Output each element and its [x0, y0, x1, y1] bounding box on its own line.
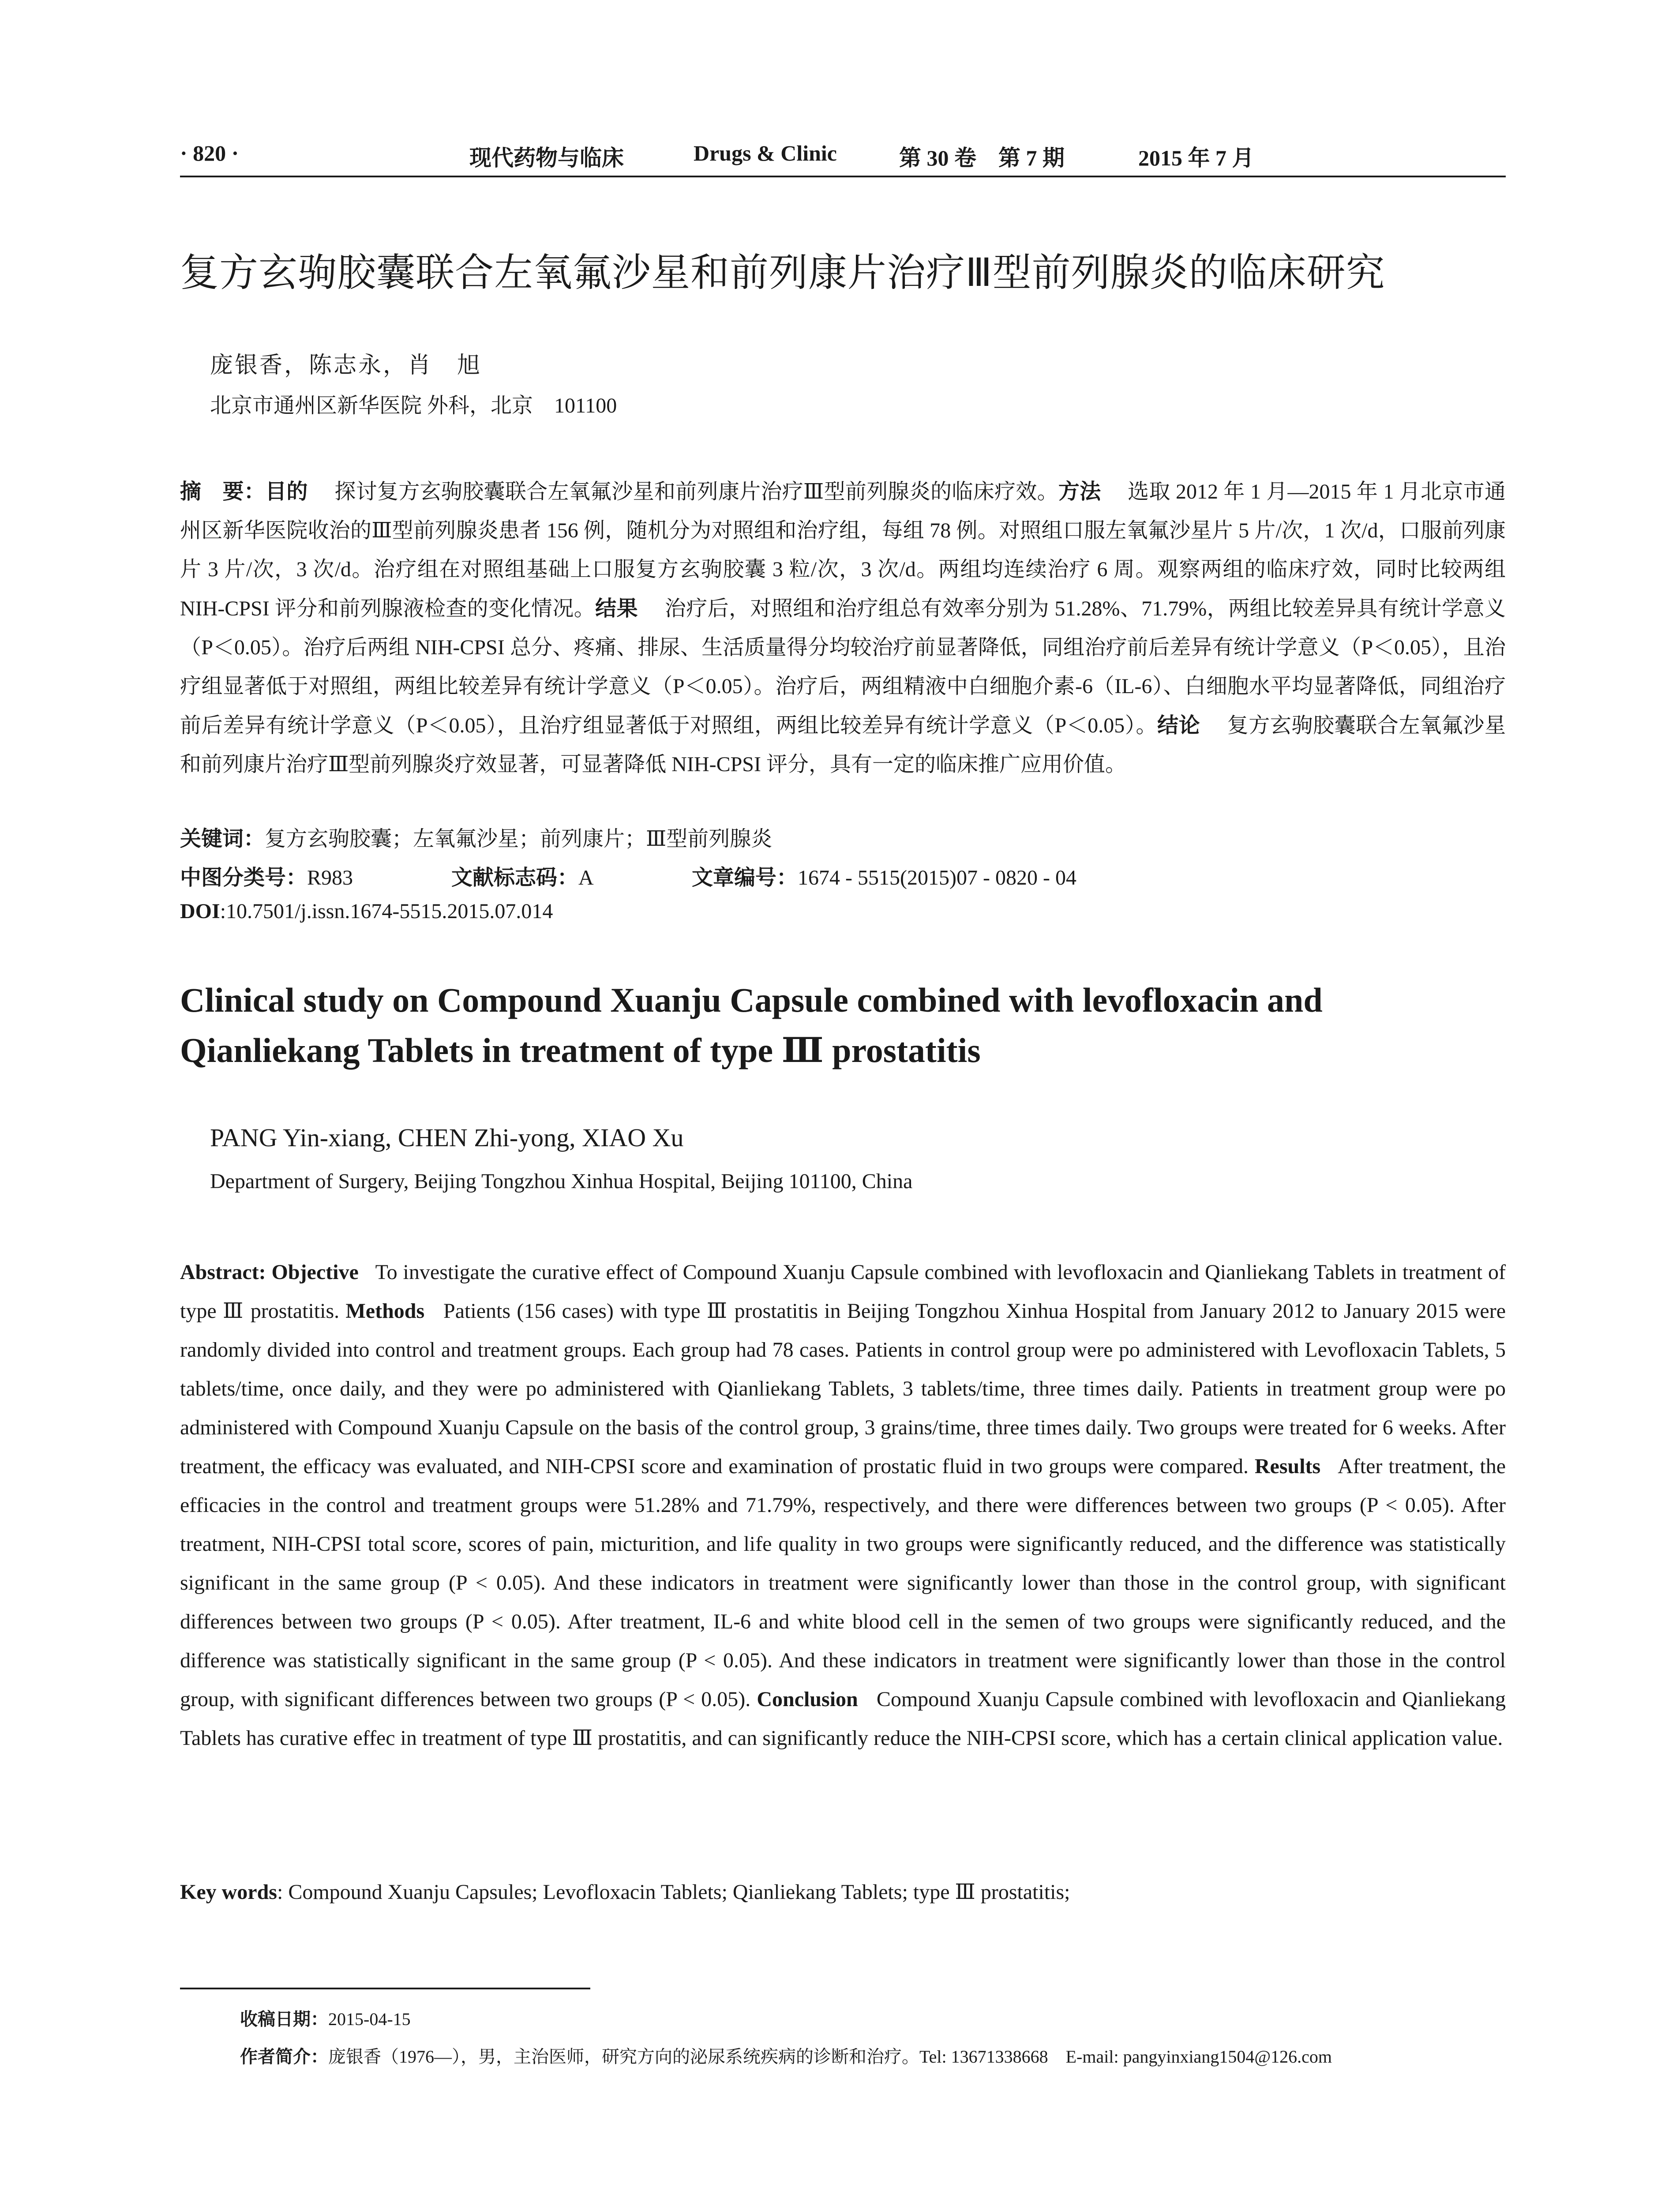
clc-label: 中图分类号：: [180, 865, 308, 890]
objective-en-text: To investigate the curative effect of Compound Xuanju Capsule combined with levofloxacin and Qianliekang Tablets in treatment of type Ⅲ prostatitis.: [180, 1261, 1506, 1323]
abstract-cn: [180, 472, 1506, 784]
article-title-cn: 复方玄驹胶囊联合左氧氟沙星和前列康片治疗Ⅲ型前列腺炎的临床研究: [180, 250, 1385, 295]
abstract-cn-label: 摘 要：: [180, 479, 266, 504]
methods-cn-text: 选取 2012 年 1 月—2015 年 1 月北京市通州区新华医院收治的Ⅲ型前列腺炎患者 156 例，随机分为对照组和治疗组，每组 78 例。对照组口服左氧氟沙星片 5 片/次，1 次/d，口服前列康片 3 片/次，3 次/d。治疗组在对照组基础上口服复方玄驹胶囊 3 粒/次，3 次/d。两组均连续治疗 6 周。观察两组的临床疗效，同时比较两组 NIH-CPSI 评分和前列腺液检查的变化情况。: [180, 480, 1506, 620]
running-header: [180, 140, 1506, 171]
received-date: [240, 2005, 411, 2030]
keywords-cn: [180, 822, 772, 852]
journal-name-en: Drugs & Clinic: [694, 141, 837, 165]
methods-cn-label: 方法: [1058, 479, 1101, 504]
keywords-en-text: : Compound Xuanju Capsules; Levofloxacin Tablets; Qianliekang Tablets; type Ⅲ prostatitis;: [277, 1880, 1070, 1904]
classification-row: [180, 860, 1506, 890]
methods-en-text: Patients (156 cases) with type Ⅲ prostatitis in Beijing Tongzhou Xinhua Hospital from January 2012 to January 2015 were randomly divided into control and treatment groups. Each group had 78 cases. Patients in control group were po administered with Levofloxacin Tablets, 5 tablets/time, once daily, and they were po administered with Qianliekang Tablets, 3 tablets/time, three times daily. Patients in treatment group were po administered with Compound Xuanju Capsule on the basis of the control group, 3 grains/time, three times daily. Two groups were treated for 6 weeks. After treatment, the efficacy was evaluated, and NIH-CPSI score and examination of prostatic fluid in two groups were compared.: [180, 1299, 1506, 1478]
results-cn-label: 结果: [595, 596, 638, 621]
conclusion-en-label: Conclusion: [757, 1688, 858, 1711]
article-number-label: 文章编号：: [692, 865, 798, 890]
author-bio-text: 庞银香（1976—），男，主治医师，研究方向的泌尿系统疾病的诊断和治疗。Tel: 13671338668 E-mail: pangyinxiang1504@126.com: [328, 2047, 1332, 2067]
author-bio: [240, 2043, 1332, 2068]
document-code-value: A: [578, 866, 594, 889]
volume-issue: 第 30 卷 第 7 期: [899, 146, 1065, 170]
affiliation-cn: 北京市通州区新华医院 外科，北京 101100: [210, 394, 617, 417]
keywords-cn-label: 关键词：: [180, 826, 265, 851]
keywords-cn-text: 复方玄驹胶囊；左氧氟沙星；前列康片；Ⅲ型前列腺炎: [265, 827, 772, 851]
keywords-en-label: Key words: [180, 1880, 277, 1904]
footnote-rule: [180, 1988, 590, 1989]
document-code-label: 文献标志码：: [451, 865, 579, 890]
results-en-text: After treatment, the efficacies in the control and treatment groups were 51.28% and 71.79%, respectively, and there were differences between two groups (P < 0.05). After treatment, NIH-CPSI total score, scores of pain, micturition, and life quality in two groups were significantly reduced, and the difference was statistically significant in the same group (P < 0.05). And these indicators in treatment were significantly lower than those in the control group, with significant differences between two groups (P < 0.05). After treatment, IL-6 and white blood cell in the semen of two groups were significantly reduced, and the difference was statistically significant in the same group (P < 0.05). And these indicators in treatment were significantly lower than those in the control group, with significant differences between two groups (P < 0.05).: [180, 1455, 1506, 1711]
doi-value: :10.7501/j.issn.1674-5515.2015.07.014: [220, 900, 553, 923]
received-label: 收稿日期：: [240, 2009, 328, 2030]
article-title-en-line-2: Qianliekang Tablets in treatment of type Ⅲ prostatitis: [180, 1031, 981, 1069]
journal-name-cn: 现代药物与临床: [469, 146, 624, 170]
article-title-en: [180, 975, 1508, 1076]
conclusion-cn-label: 结论: [1157, 713, 1200, 738]
article-title-en-line-1: Clinical study on Compound Xuanju Capsule combined with levofloxacin and: [180, 981, 1323, 1019]
doi-line: [180, 899, 553, 923]
authors-en: PANG Yin-xiang, CHEN Zhi-yong, XIAO Xu: [210, 1123, 684, 1152]
objective-cn-label: 目的: [265, 479, 308, 504]
authors-cn: 庞银香，陈志永，肖 旭: [210, 352, 482, 379]
author-bio-label: 作者简介：: [240, 2047, 328, 2067]
conclusion-cn-text: 复方玄驹胶囊联合左氧氟沙星和前列康片治疗Ⅲ型前列腺炎疗效显著，可显著降低 NIH-CPSI 评分，具有一定的临床推广应用价值。: [180, 714, 1506, 776]
received-value: 2015-04-15: [328, 2009, 411, 2029]
page-number: · 820 ·: [180, 141, 239, 165]
abstract-en: [180, 1253, 1506, 1758]
doi-label: DOI: [180, 900, 220, 923]
results-en-label: Results: [1254, 1455, 1321, 1478]
header-rule: [180, 176, 1506, 177]
results-cn-text: 治疗后，对照组和治疗组总有效率分别为 51.28%、71.79%，两组比较差异具有统计学意义（P＜0.05）。治疗后两组 NIH-CPSI 总分、疼痛、排尿、生活质量得分均较治疗前显著降低，同组治疗前后差异有统计学意义（P＜0.05），且治疗组显著低于对照组，两组比较差异有统计学意义（P＜0.05）。治疗后，两组精液中白细胞介素-6（IL-6）、白细胞水平均显著降低，同组治疗前后差异有统计学意义（P＜0.05），且治疗组显著低于对照组，两组比较差异有统计学意义（P＜0.05）。: [180, 597, 1506, 737]
clc-value: R983: [307, 866, 353, 889]
conclusion-en-text: Compound Xuanju Capsule combined with levofloxacin and Qianliekang Tablets has curative effec in treatment of type Ⅲ prostatitis, and can significantly reduce the NIH-CPSI score, which has a certain clinical application value.: [180, 1688, 1506, 1750]
abstract-en-label: Abstract: Objective: [180, 1261, 359, 1284]
objective-cn-text: 探讨复方玄驹胶囊联合左氧氟沙星和前列康片治疗Ⅲ型前列腺炎的临床疗效。: [334, 480, 1058, 503]
affiliation-en: Department of Surgery, Beijing Tongzhou Xinhua Hospital, Beijing 101100, China: [210, 1170, 913, 1193]
document-code: [451, 860, 594, 891]
methods-en-label: Methods: [345, 1299, 425, 1323]
article-number-value: 1674 - 5515(2015)07 - 0820 - 04: [798, 866, 1076, 889]
keywords-en: [180, 1880, 1506, 1904]
article-number: [692, 860, 1076, 891]
issue-date: 2015 年 7 月: [1138, 146, 1254, 170]
clc-code: [180, 860, 353, 891]
